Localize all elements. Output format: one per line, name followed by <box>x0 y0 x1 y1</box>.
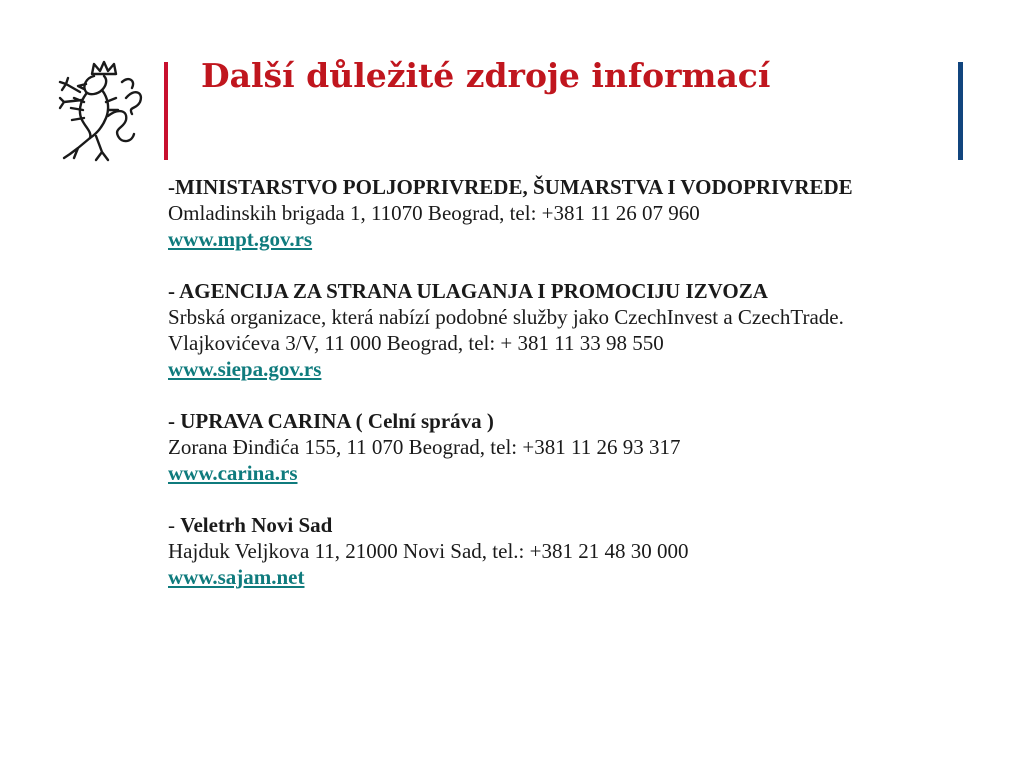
entry-heading <box>168 174 958 200</box>
entry-heading <box>168 512 958 538</box>
right-accent-bar <box>958 62 963 160</box>
entry-link[interactable]: www.mpt.gov.rs <box>168 227 313 251</box>
resource-entry-ministry <box>168 174 958 252</box>
czech-lion-icon <box>56 58 148 166</box>
resource-entry-siepa <box>168 278 958 382</box>
entry-link[interactable]: www.carina.rs <box>168 461 298 485</box>
resource-entry-customs <box>168 408 958 486</box>
entry-heading: - UPRAVA CARINA ( Celní správa ) <box>168 409 494 433</box>
entry-address: Zorana Đinđića 155, 11 070 Beograd, tel: +381 11 26 93 317 <box>168 435 681 459</box>
left-accent-bar <box>164 62 168 160</box>
entry-heading-text: Veletrh Novi Sad <box>180 513 333 537</box>
entry-address: Vlajkovićeva 3/V, 11 000 Beograd, tel: + 381 11 33 98 550 <box>168 331 664 355</box>
resource-list <box>168 174 958 590</box>
entry-link[interactable]: www.sajam.net <box>168 565 305 589</box>
resource-entry-fair <box>168 512 958 590</box>
entry-heading-text: MINISTARSTVO POLJOPRIVREDE, ŠUMARSTVA I VODOPRIVREDE <box>175 175 853 199</box>
entry-heading: - AGENCIJA ZA STRANA ULAGANJA I PROMOCIJU IZVOZA <box>168 279 768 303</box>
entry-link[interactable]: www.siepa.gov.rs <box>168 357 322 381</box>
entry-address: Hajduk Veljkova 11, 21000 Novi Sad, tel.: +381 21 48 30 000 <box>168 539 689 563</box>
entry-prefix: - <box>168 175 175 199</box>
entry-description: Srbská organizace, která nabízí podobné služby jako CzechInvest a CzechTrade. <box>168 305 844 329</box>
slide-title: Další důležité zdroje informací <box>201 56 771 95</box>
entry-address: Omladinskih brigada 1, 11070 Beograd, tel: +381 11 26 07 960 <box>168 201 700 225</box>
entry-prefix: - <box>168 513 181 537</box>
